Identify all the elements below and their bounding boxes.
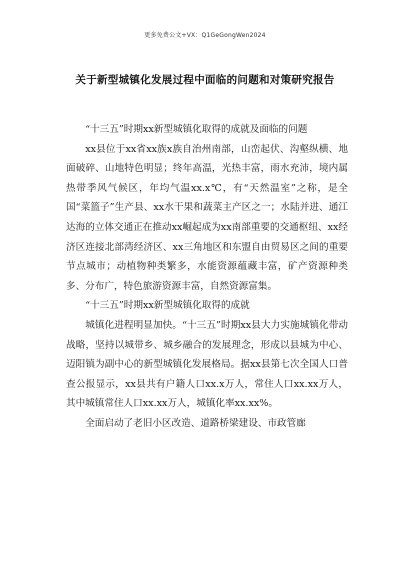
section-heading: “十三五”时期xx新型城镇化取得的成就及面临的问题 [85, 124, 308, 135]
body-paragraph: 全面启动了老旧小区改造、道路桥梁建设、市政管廊 [85, 417, 306, 429]
section-heading: “十三五”时期xx新型城镇化取得的成就 [85, 300, 250, 312]
body-paragraph: 城镇化进程明显加快。“十三五”时期xx县大力实施城镇化带动战略，坚持以城带乡、城乡融合的发展理念，形成以县城为中心、迈阳镇为副中心的新型城镇化发展格局。据xx县第七次全国人口普查公报显示，xx县共有户籍人口xx.x万人，常住人口xx.xx万人，其中城镇常住人口xx.xx万人，城镇化率xx.xx%。 [66, 319, 348, 410]
header-note: 更多免费公文+VX：Q1GeGongWen2024 [144, 32, 266, 39]
document-body [66, 120, 348, 434]
document-title: 关于新型城镇化发展过程中面临的问题和对策研究报告 [75, 74, 335, 86]
body-paragraph: xx县位于xx省xx族x族自治州南部，山峦起伏、沟壑纵横、地面破碎、山地特色明显；终年高温，光热丰富，雨水充沛，境内属热带季风气候区，年均气温xx.x℃，有“天然温室”之称，是全国“菜篮子”生产县、xx水干果和蔬菜主产区之一；水陆并进、通江达海的立体交通正在推动xx崛起成为xx南部重要的交通枢纽、xx经济区连接北部湾经济区、xx三角地区和东盟自由贸易区之间的重要节点城市；动植物种类繁多，水能资源蕴藏丰富，矿产资源种类多、分布广，特色旅游资源丰富，自然资源富集。 [66, 143, 348, 292]
